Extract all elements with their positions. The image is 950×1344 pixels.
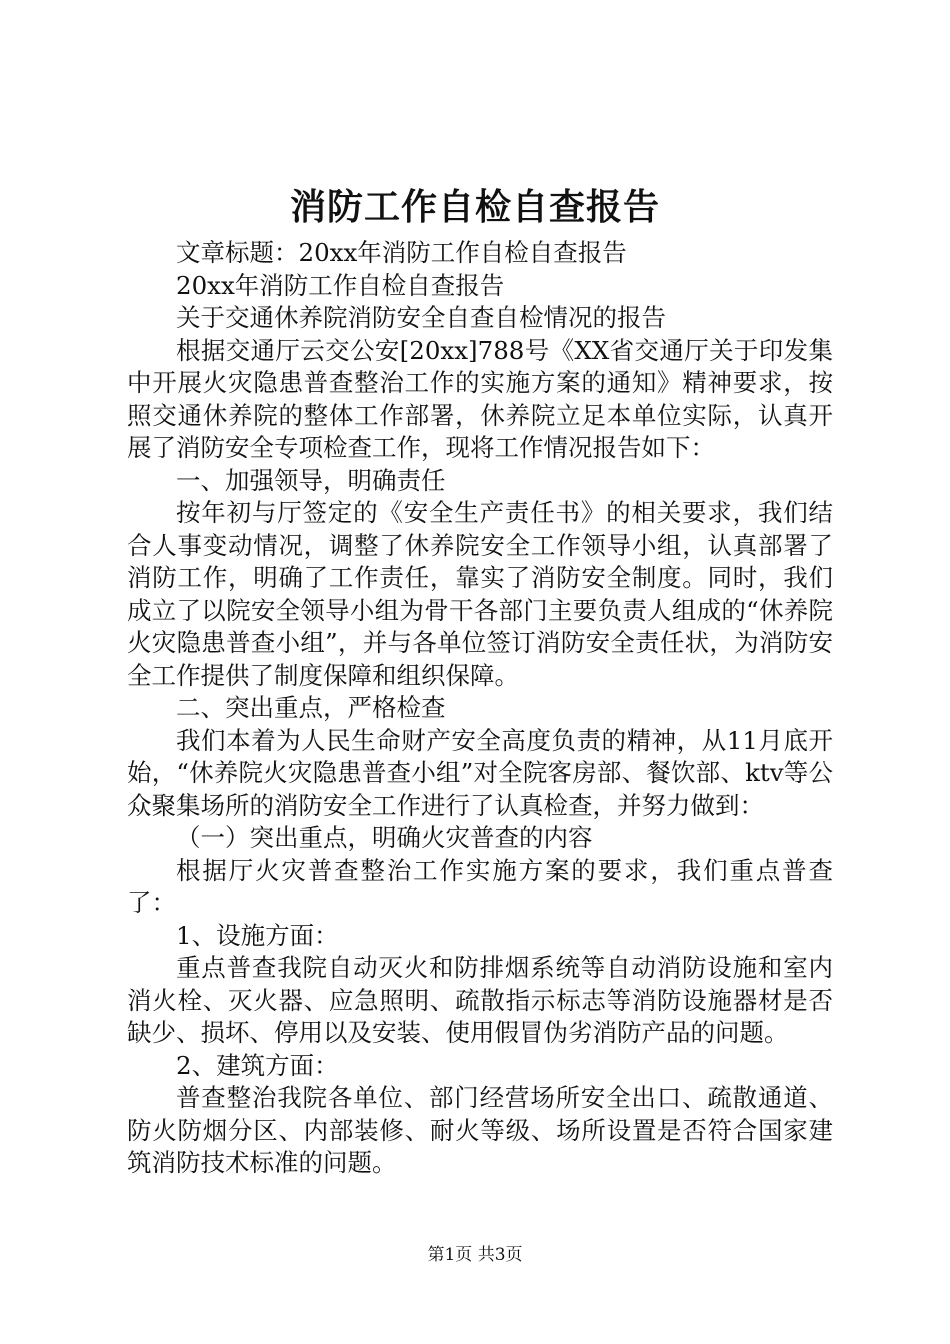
document-title: 消防工作自检自查报告: [289, 187, 660, 228]
paragraph-subsection-1: 根据厅火灾普查整治工作实施方案的要求，我们重点普查了：: [127, 855, 833, 917]
section-heading-1: 一、加强领导，明确责任: [176, 465, 446, 495]
paragraph-section-2: 我们本着为人民生命财产安全高度负责的精神，从11月底开始，“休养院火灾隐患普查小组”对全院客房部、餐饮部、ktv等公众聚集场所的消防安全工作进行了认真检查，并努力做到：: [127, 725, 833, 820]
paragraph-intro: 根据交通厅云交公安[20xx]788号《XX省交通厅关于印发集中开展火灾隐患普查整治工作的实施方案的通知》精神要求，按照交通休养院的整体工作部署，休养院立足本单位实际，认真开展了消防安全专项检查工作，现将工作情况报告如下：: [127, 335, 833, 462]
item-heading-facilities: 1、设施方面：: [176, 920, 339, 950]
item-heading-buildings: 2、建筑方面：: [176, 1050, 339, 1080]
document-body: [127, 237, 833, 1180]
page-footer: 第1页 共3页: [427, 1245, 523, 1265]
subsection-heading-1: （一）突出重点，明确火灾普查的内容: [176, 823, 593, 852]
paragraph-article-title: 文章标题：20xx年消防工作自检自查报告: [176, 238, 627, 267]
paragraph-report-heading: 关于交通休养院消防安全自查自检情况的报告: [176, 303, 666, 332]
paragraph-section-1: 按年初与厅签定的《安全生产责任书》的相关要求，我们结合人事变动情况，调整了休养院安全工作领导小组，认真部署了消防工作，明确了工作责任，靠实了消防安全制度。同时，我们成立了以院安全领导小组为骨干各部门主要负责人组成的“休养院火灾隐患普查小组”，并与各单位签订消防安全责任状，为消防安全工作提供了制度保障和组织保障。: [127, 498, 833, 690]
paragraph-buildings: 普查整治我院各单位、部门经营场所安全出口、疏散通道、防火防烟分区、内部装修、耐火等级、场所设置是否符合国家建筑消防技术标准的问题。: [127, 1083, 833, 1177]
paragraph-subtitle: 20xx年消防工作自检自查报告: [176, 270, 505, 300]
paragraph-facilities: 重点普查我院自动灭火和防排烟系统等自动消防设施和室内消火栓、灭火器、应急照明、疏散指示标志等消防设施器材是否缺少、损坏、停用以及安装、使用假冒伪劣消防产品的问题。: [127, 953, 833, 1047]
section-heading-2: 二、突出重点，严格检查: [176, 693, 446, 722]
